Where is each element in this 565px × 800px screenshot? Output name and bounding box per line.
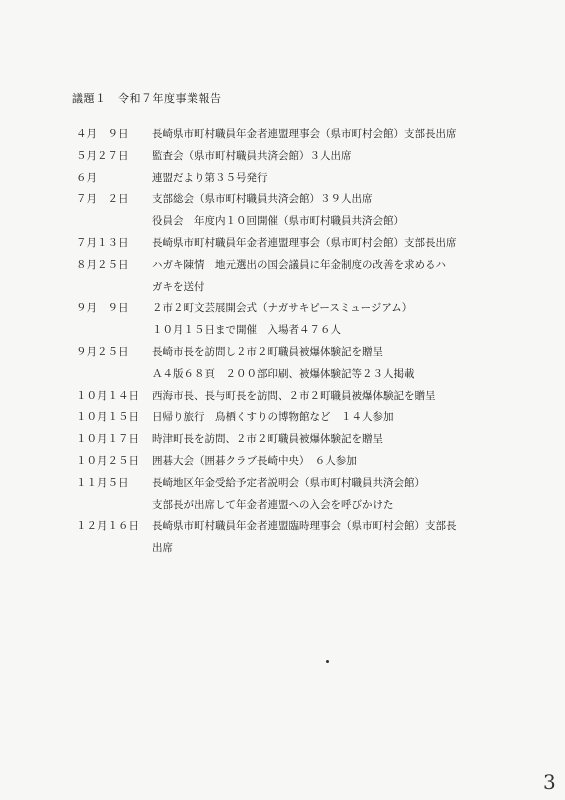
entry-date: １０月１４日: [76, 389, 139, 402]
entry-text: 長崎県市町村職員年金者連盟臨時理事会（県市町村会館）支部長: [152, 520, 457, 533]
entry-text: 役員会 年度内１０回開催（県市町村職員共済会館）: [152, 215, 404, 228]
entry-text: 囲碁大会（囲碁クラブ長崎中央） ６人参加: [152, 454, 357, 467]
entry-date: １０月１７日: [76, 433, 139, 446]
list-item: [0, 407, 565, 429]
entry-text: 長崎県市町村職員年金者連盟理事会（県市町村会館）支部長出席: [152, 128, 457, 140]
entry-date: ５月２７日: [76, 149, 129, 162]
entry-date: ４月 ９日: [76, 128, 129, 140]
list-item: [0, 277, 565, 299]
entry-date: １０月２５日: [76, 454, 139, 467]
entry-date: ７月 ２日: [76, 193, 129, 206]
page-number: 3: [543, 770, 556, 794]
entry-text: 時津町長を訪問、２市２町職員被爆体験記を贈呈: [152, 433, 383, 446]
list-item: [0, 538, 565, 560]
scan-speck: [326, 660, 329, 663]
list-item: [0, 516, 565, 538]
entry-text: 長崎市長を訪問し２市２町職員被爆体験記を贈呈: [152, 345, 383, 358]
list-item: [0, 168, 565, 190]
list-item: [0, 233, 565, 255]
entry-text: 西海市長、長与町長を訪問、２市２町職員被爆体験記を贈呈: [152, 389, 436, 402]
entry-text: ガキを送付: [152, 280, 205, 293]
list-item: [0, 364, 565, 386]
entry-text: １０月１５日まで開催 入場者４７６人: [152, 324, 341, 337]
list-item: [0, 451, 565, 473]
entry-date: ７月１３日: [76, 236, 129, 249]
entry-text: ２市２町文芸展開会式（ナガサキピースミュージアム）: [152, 302, 413, 315]
list-item: [0, 386, 565, 408]
entry-text: 支部総会（県市町村職員共済会館）３９人出席: [152, 193, 373, 206]
entry-date: ６月: [76, 171, 97, 184]
list-item: [0, 255, 565, 277]
list-item: [0, 342, 565, 364]
list-item: [0, 473, 565, 495]
entry-text: 長崎県市町村職員年金者連盟理事会（県市町村会館）支部長出席: [152, 236, 457, 249]
agenda-heading: 議題１ 令和７年度事業報告: [72, 92, 222, 105]
activity-list: [0, 124, 565, 560]
entry-date: ８月２５日: [76, 258, 129, 271]
list-item: [0, 211, 565, 233]
list-item: [0, 146, 565, 168]
entry-text: ハガキ陳情 地元選出の国会議員に年金制度の改善を求めるハ: [152, 258, 446, 271]
list-item: [0, 298, 565, 320]
entry-date: ９月 ９日: [76, 302, 129, 315]
entry-text: 支部長が出席して年金者連盟への入会を呼びかけた: [152, 498, 394, 511]
entry-text: 連盟だより第３５号発行: [152, 171, 268, 184]
list-item: [0, 189, 565, 211]
entry-date: ９月２５日: [76, 345, 129, 358]
list-item: [0, 495, 565, 517]
list-item: [0, 429, 565, 451]
entry-date: １１月５日: [76, 476, 129, 489]
entry-date: １０月１５日: [76, 411, 139, 424]
entry-date: １２月１６日: [76, 520, 139, 533]
entry-text: Ａ４版６８頁 ２００部印刷、被爆体験記等２３人掲載: [152, 367, 415, 380]
entry-text: 出席: [152, 542, 173, 555]
entry-text: 日帰り旅行 鳥栖くすりの博物館など １４人参加: [152, 411, 394, 424]
list-item: [0, 124, 565, 146]
entry-text: 監査会（県市町村職員共済会館）３人出席: [152, 149, 352, 162]
list-item: [0, 320, 565, 342]
entry-text: 長崎地区年金受給予定者説明会（県市町村職員共済会館）: [152, 476, 425, 489]
